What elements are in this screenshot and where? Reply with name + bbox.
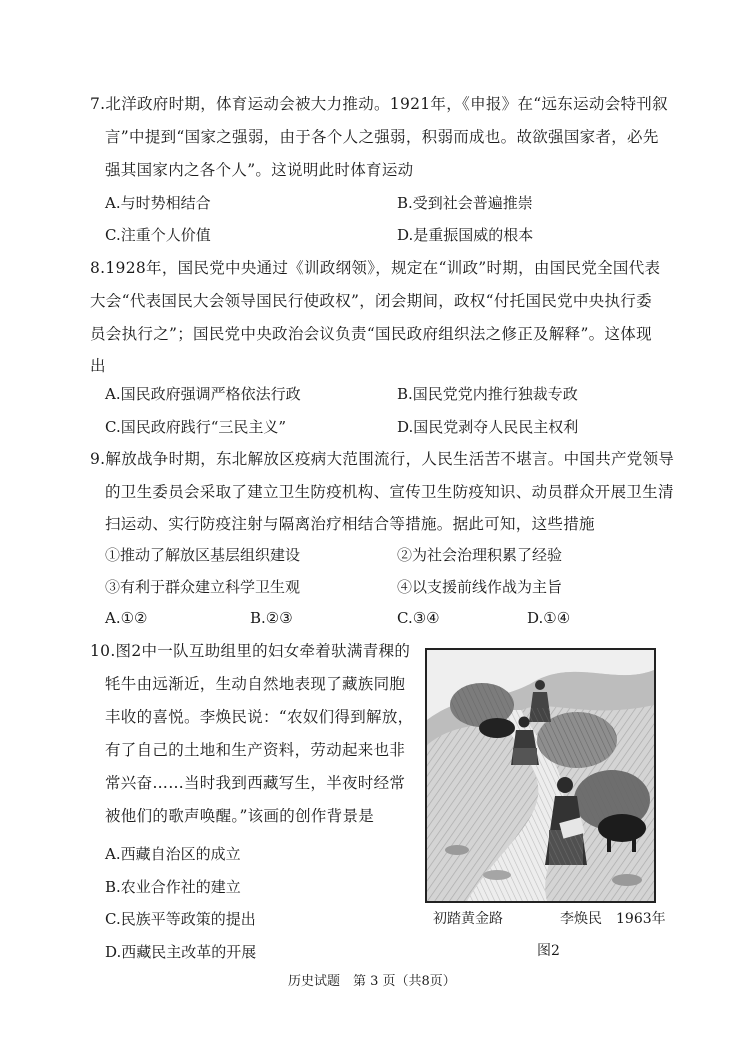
painting-title: 初踏黄金路: [433, 911, 503, 927]
figure-label: 图2: [537, 943, 560, 959]
painting-figure: [425, 648, 656, 903]
q8-option-b: B.国民党党内推行独裁专政: [397, 385, 578, 403]
painting-artist: 李焕民: [560, 911, 602, 927]
q7-option-c: C.注重个人价值: [105, 226, 211, 244]
q10-option-b: B.农业合作社的建立: [105, 878, 241, 896]
q9-option-c: C.③④: [397, 609, 440, 627]
q8-option-a: A.国民政府强调严格依法行政: [105, 385, 301, 403]
q10-option-d: D.西藏民主改革的开展: [105, 943, 257, 961]
q8-stem-line-2: 大会“代表国民大会领导国民行使政权”，闭会期间，政权“付托国民党中央执行委: [90, 292, 652, 310]
q10-option-a: A.西藏自治区的成立: [105, 845, 241, 863]
q7-stem-line-3: 强其国家内之各个人”。这说明此时体育运动: [105, 161, 414, 179]
q8-option-c: C.国民政府践行“三民主义”: [105, 418, 287, 436]
q9-statement-3: ③有利于群众建立科学卫生观: [105, 578, 301, 596]
q7-option-b: B.受到社会普遍推崇: [397, 194, 533, 212]
q7-stem-line-1: 7.北洋政府时期，体育运动会被大力推动。1921年，《申报》在“远东运动会特刊叙: [90, 95, 668, 113]
q9-statement-4: ④以支援前线作战为主旨: [397, 578, 563, 596]
q10-stem-line-4: 有了自己的土地和生产资料，劳动起来也非: [105, 741, 406, 759]
q8-stem-line-4: 出: [90, 357, 106, 375]
q7-option-d: D.是重振国威的根本: [397, 226, 534, 244]
q9-stem-line-3: 扫运动、实行防疫注射与隔离治疗相结合等措施。据此可知，这些措施: [105, 515, 595, 533]
q9-option-d: D.①④: [527, 609, 571, 627]
q9-option-b: B.②③: [250, 609, 293, 627]
q10-stem-line-6: 被他们的歌声唤醒。”该画的创作背景是: [105, 807, 375, 825]
q10-option-c: C.民族平等政策的提出: [105, 910, 256, 928]
q9-statement-2: ②为社会治理积累了经验: [397, 546, 563, 564]
q10-stem-line-2: 牦牛由远渐近，生动自然地表现了藏族同胞: [105, 675, 406, 693]
q7-option-a: A.与时势相结合: [105, 194, 211, 212]
q8-option-d: D.国民党剥夺人民民主权利: [397, 418, 579, 436]
q9-stem-line-1: 9.解放战争时期，东北解放区疫病大范围流行，人民生活苦不堪言。中国共产党领导: [90, 450, 675, 468]
q8-stem-line-3: 员会执行之”；国民党中央政治会议负责“国民政府组织法之修正及解释”。这体现: [90, 325, 652, 343]
page-footer: 历史试题 第 3 页（共8页）: [288, 974, 456, 989]
q10-stem-line-1: 10.图2中一队互助组里的妇女牵着驮满青稞的: [90, 642, 411, 660]
q9-option-a: A.①②: [105, 609, 148, 627]
q8-stem-line-1: 8.1928年，国民党中央通过《训政纲领》，规定在“训政”时期，由国民党全国代表: [90, 259, 661, 277]
painting-illustration: [427, 650, 654, 901]
q7-stem-line-2: 言”中提到“国家之强弱，由于各个人之强弱，积弱而成也。故欲强国家者，必先: [105, 128, 659, 146]
q10-stem-line-3: 丰收的喜悦。李焕民说：“农奴们得到解放，: [105, 708, 414, 726]
painting-year: 1963年: [616, 911, 666, 927]
q9-statement-1: ①推动了解放区基层组织建设: [105, 546, 301, 564]
q10-stem-line-5: 常兴奋……当时我到西藏写生，半夜时经常: [105, 774, 406, 792]
q9-stem-line-2: 的卫生委员会采取了建立卫生防疫机构、宣传卫生防疫知识、动员群众开展卫生清: [105, 483, 674, 501]
